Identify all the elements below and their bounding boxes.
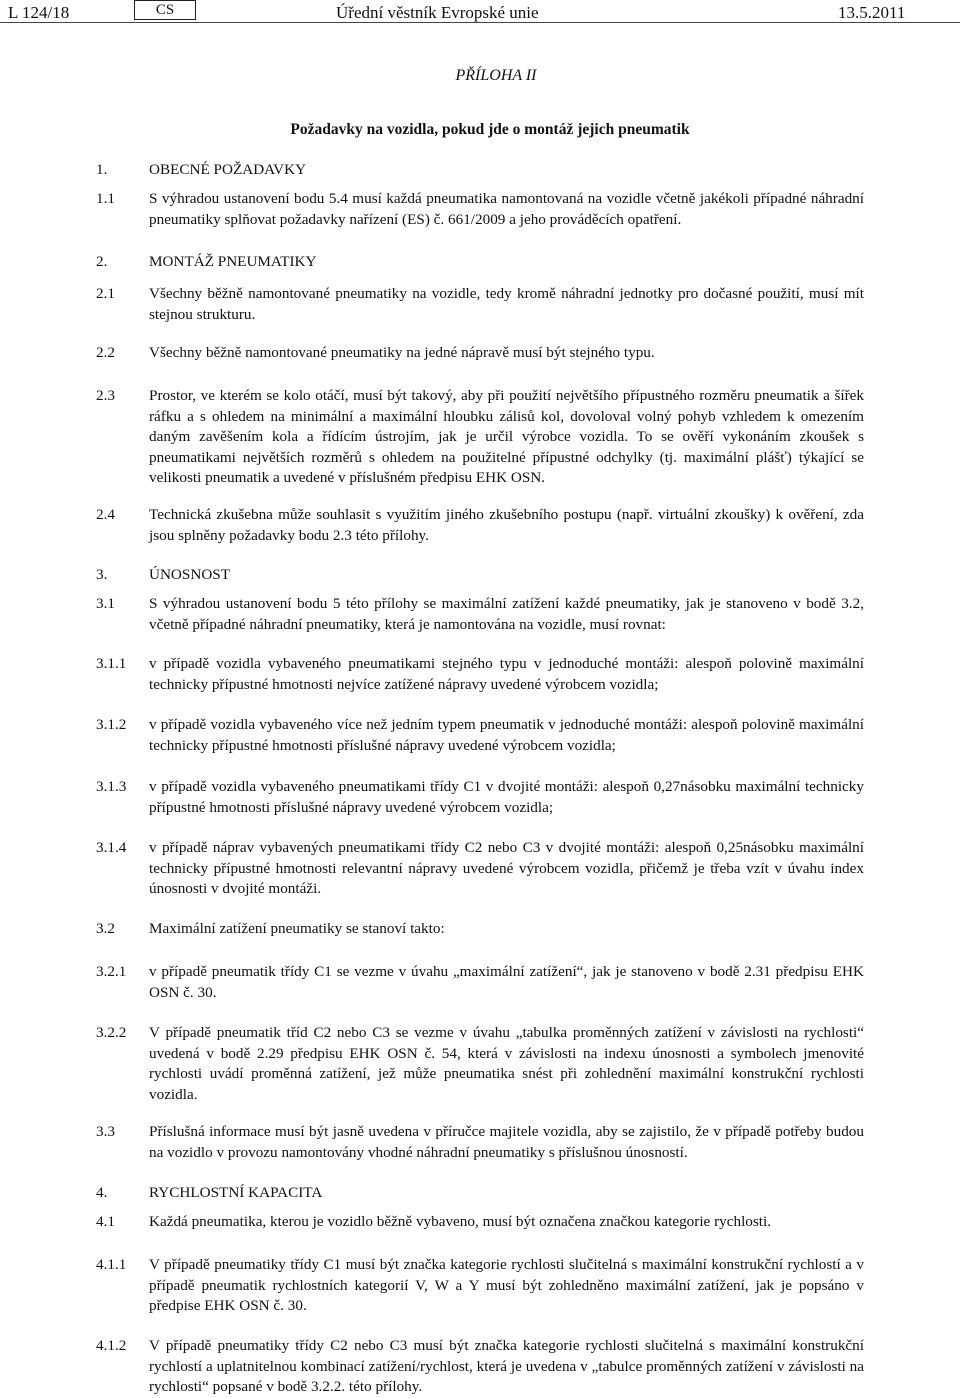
item-number: 3.1.1 [96,655,127,672]
paragraph-item [96,838,864,900]
item-number: 4.1.1 [96,1256,127,1273]
document-title: Požadavky na vozidla, pokud jde o montáž jejich pneumatik [290,121,690,138]
item-text: v případě vozidla vybaveného více než jedním typem pneumatik v jednoduché montáži: alespoň polovině maximální technicky přípustné hmotnosti příslušné nápravy uvedené výrobcem vozidla; [149,716,864,754]
section-heading [96,565,864,586]
paragraph-item [96,386,864,489]
item-number: 3.2.1 [96,963,127,980]
item-text: S výhradou ustanovení bodu 5 této přílohy se maximální zatížení každé pneumatiky, jak je stanoveno v bodě 3.2, včetně případné náhradní pneumatiky, která je namontována na vozidle, musí rovnat: [149,595,864,633]
paragraph-item [96,1336,864,1398]
item-text: v případě vozidla vybaveného pneumatikami třídy C1 v dvojité montáži: alespoň 0,27násobku maximální technicky přípustné hmotnosti příslušné nápravy uvedené výrobcem vozidla; [149,778,864,816]
item-text: Maximální zatížení pneumatiky se stanoví takto: [149,920,445,937]
paragraph-item [96,594,864,635]
item-text: Každá pneumatika, kterou je vozidlo běžně vybaveno, musí být označena značkou kategorie rychlosti. [149,1213,772,1230]
item-number: 3. [96,566,108,583]
item-text: V případě pneumatik tříd C2 nebo C3 se vezme v úvahu „tabulka proměnných zatížení v závislosti na rychlosti“ uvedená v bodě 2.29 předpisu EHK OSN č. 54, která v závislosti na indexu únosnosti a symbolech jmenovité rychlosti uvádí proměnná zatížení, jež může pneumatika snést při zohlednění maximální konstrukční rychlosti vozidla. [149,1024,864,1103]
item-text: v případě pneumatik třídy C1 se vezme v úvahu „maximální zatížení“, jak je stanoveno v bodě 2.31 předpisu EHK OSN č. 30. [149,963,864,1001]
item-number: 3.3 [96,1123,115,1140]
paragraph-item [96,284,864,325]
item-text: Příslušná informace musí být jasně uvedena v příručce majitele vozidla, aby se zajistilo, že v případě potřeby budou na vozidlo v provozu namontovány vhodné náhradní pneumatiky s příslušnou únosností. [149,1123,864,1161]
section-heading [96,1183,864,1204]
item-text: v případě vozidla vybaveného pneumatikami stejného typu v jednoduché montáži: alespoň polovině maximální technicky přípustné hmotnosti nejvíce zatížené nápravy uvedené výrobcem vozidla; [149,655,864,693]
annex-label: PŘÍLOHA II [455,67,537,84]
item-text: OBECNÉ POŽADAVKY [149,161,307,178]
journal-title: Úřední věstník Evropské unie [336,3,539,22]
item-text: v případě náprav vybavených pneumatikami třídy C2 nebo C3 v dvojité montáži: alespoň 0,25násobku maximální technicky přípustné hmotnosti relevantní nápravy uvedené výrobcem vozidla, přičemž je třeba vzít v úvahu index únosnosti v dvojité montáži. [149,839,864,897]
paragraph-item [96,715,864,756]
item-number: 1.1 [96,190,115,207]
item-number: 2.1 [96,285,115,302]
paragraph-item [96,505,864,546]
item-text: V případě pneumatiky třídy C2 nebo C3 musí být značka kategorie rychlosti slučitelná s maximální konstrukční rychlostí a uplatnitelnou kombinací zatížení/rychlost, která je uvedena v „tabulce proměnných zatížení v závislosti na rychlosti“ popsané v bodě 3.2.2. této přílohy. [149,1337,864,1395]
item-number: 2.3 [96,387,115,404]
section-heading [96,160,864,181]
item-number: 3.2 [96,920,115,937]
item-number: 2. [96,253,108,270]
item-number: 3.1.2 [96,716,127,733]
section-heading [96,252,864,273]
item-number: 1. [96,161,108,178]
item-number: 2.4 [96,506,115,523]
item-number: 4. [96,1184,108,1201]
paragraph-item [96,343,864,364]
item-text: V případě pneumatiky třídy C1 musí být značka kategorie rychlosti slučitelná s maximální konstrukční rychlostí a v případě pneumatik rychlostních kategorií V, W a Y musí být zohledněno maximální zatížení, jak je popsáno v předpise EHK OSN č. 30. [149,1256,864,1314]
item-number: 3.1.3 [96,778,127,795]
item-text: RYCHLOSTNÍ KAPACITA [149,1184,323,1201]
item-text: Technická zkušebna může souhlasit s využitím jiného zkušebního postupu (např. virtuální zkoušky) k ověření, zda jsou splněny požadavky bodu 2.3 této přílohy. [149,506,864,544]
item-text: ÚNOSNOST [149,566,231,583]
item-number: 4.1.2 [96,1337,127,1354]
publication-date: 13.5.2011 [838,3,906,22]
page-reference: L 124/18 [8,3,70,22]
paragraph-item [96,1122,864,1163]
item-number: 3.1 [96,595,115,612]
paragraph-item [96,962,864,1003]
paragraph-item [96,1255,864,1317]
item-text: Prostor, ve kterém se kolo otáčí, musí být takový, aby při použití největšího přípustného rozměru pneumatik a šířek ráfku a s ohledem na minimální a maximální hloubku zálisů kol, dovoloval volný pohyb vzhledem k omezením daným zavěšením kola a řídícím ústrojím, jak je určil výrobce vozidla. To se ověří vykonáním zkoušek s pneumatikami největších rozměrů s ohledem na použitelné přípustné odchylky (tj. maximální plášť) týkající se velikosti pneumatik a uvedené v příslušném předpisu EHK OSN. [149,387,864,486]
item-number: 4.1 [96,1213,115,1230]
item-text: Všechny běžně namontované pneumatiky na vozidle, tedy kromě náhradní jednotky pro dočasné použití, musí mít stejnou strukturu. [149,285,864,323]
paragraph-item [96,919,864,940]
item-number: 2.2 [96,344,115,361]
paragraph-item [96,1023,864,1105]
language-badge: CS [134,0,196,20]
paragraph-item [96,1212,864,1233]
paragraph-item [96,777,864,818]
item-text: S výhradou ustanovení bodu 5.4 musí každá pneumatika namontovaná na vozidle včetně jakékoli případné náhradní pneumatiky splňovat požadavky nařízení (ES) č. 661/2009 a jeho prováděcích opatření. [149,190,864,228]
item-number: 3.2.2 [96,1024,127,1041]
header-divider [0,22,960,23]
paragraph-item [96,189,864,230]
item-text: MONTÁŽ PNEUMATIKY [149,253,317,270]
item-text: Všechny běžně namontované pneumatiky na jedné nápravě musí být stejného typu. [149,344,655,361]
item-number: 3.1.4 [96,839,127,856]
paragraph-item [96,654,864,695]
page-header [0,0,960,22]
